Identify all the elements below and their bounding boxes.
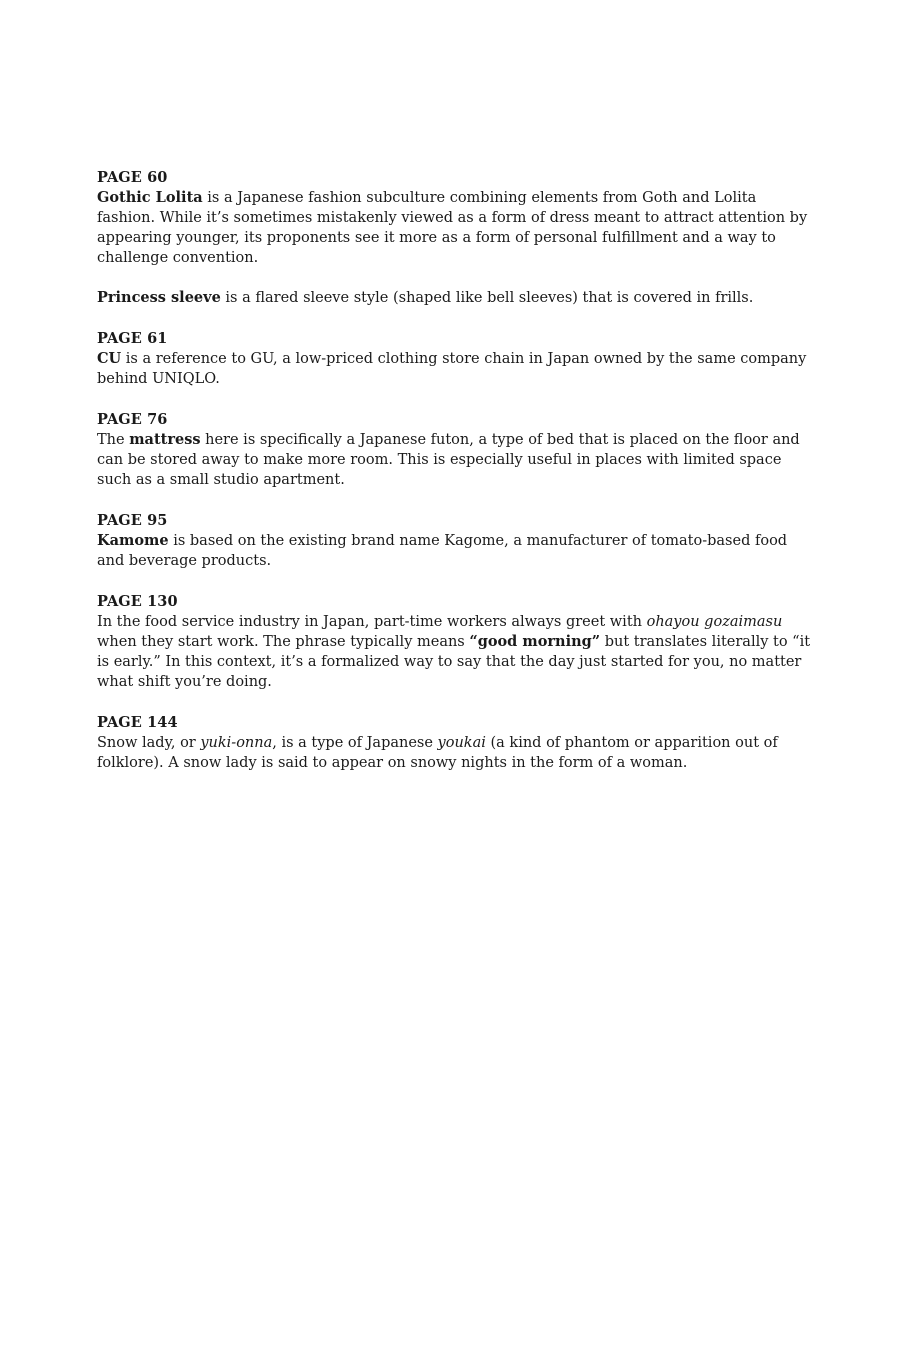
text-segment: In the food service industry in Japan, part-time workers always greet with xyxy=(97,614,647,630)
note-paragraph xyxy=(97,612,812,692)
note-paragraph xyxy=(97,188,812,268)
note-paragraph xyxy=(97,288,812,308)
translation-notes xyxy=(97,168,812,794)
note-paragraph xyxy=(97,349,812,389)
text-segment: The xyxy=(97,432,130,448)
note-paragraph xyxy=(97,733,812,773)
note-section xyxy=(97,168,812,308)
note-section xyxy=(97,713,812,773)
term: mattress xyxy=(129,431,201,448)
note-section xyxy=(97,511,812,571)
note-heading: PAGE 130 xyxy=(97,593,178,610)
text-segment: here is specifically a Japanese futon, a type of bed that is placed on the floor and can be stored away to make more room. This is especially useful in places with limited space such as a small studio apartment. xyxy=(97,432,800,488)
note-heading: PAGE 60 xyxy=(97,169,168,186)
text-segment: is based on the existing brand name Kagome, a manufacturer of tomato-based food and beverage products. xyxy=(97,533,788,569)
term: “good morning” xyxy=(469,633,601,650)
text-segment: when they start work. The phrase typically means xyxy=(97,634,470,650)
text-segment: but translates literally to “it is early.” In this context, it’s a formalized way to say that the day just started for you, no matter what shift you’re doing. xyxy=(97,634,811,690)
term: Gothic Lolita xyxy=(97,189,203,206)
term: CU xyxy=(97,350,122,367)
note-section xyxy=(97,329,812,389)
note-heading: PAGE 144 xyxy=(97,714,178,731)
term: Princess sleeve xyxy=(97,289,221,306)
term: Kamome xyxy=(97,532,169,549)
text-segment: is a flared sleeve style (shaped like bell sleeves) that is covered in frills. xyxy=(220,290,754,306)
italic-term: yuki-onna xyxy=(200,735,273,751)
note-heading: PAGE 76 xyxy=(97,411,168,428)
text-segment: is a Japanese fashion subculture combining elements from Goth and Lolita fashion. While it’s sometimes mistakenly viewed as a form of dress meant to attract attention by appearing younger, its proponents see it more as a form of personal fulfillment and a way to challenge convention. xyxy=(97,190,808,266)
note-section xyxy=(97,592,812,692)
text-segment: is a reference to GU, a low-priced clothing store chain in Japan owned by the same company behind UNIQLO. xyxy=(97,351,807,387)
italic-term: youkai xyxy=(437,735,486,751)
note-section xyxy=(97,410,812,490)
text-segment: Snow lady, or xyxy=(97,735,201,751)
note-paragraph xyxy=(97,531,812,571)
text-segment: , is a type of Japanese xyxy=(272,735,438,751)
note-heading: PAGE 95 xyxy=(97,512,168,529)
note-heading: PAGE 61 xyxy=(97,330,168,347)
italic-term: ohayou gozaimasu xyxy=(646,614,783,630)
text-segment: (a kind of phantom or apparition out of folklore). A snow lady is said to appear on snowy nights in the form of a woman. xyxy=(97,735,778,771)
note-paragraph xyxy=(97,430,812,490)
